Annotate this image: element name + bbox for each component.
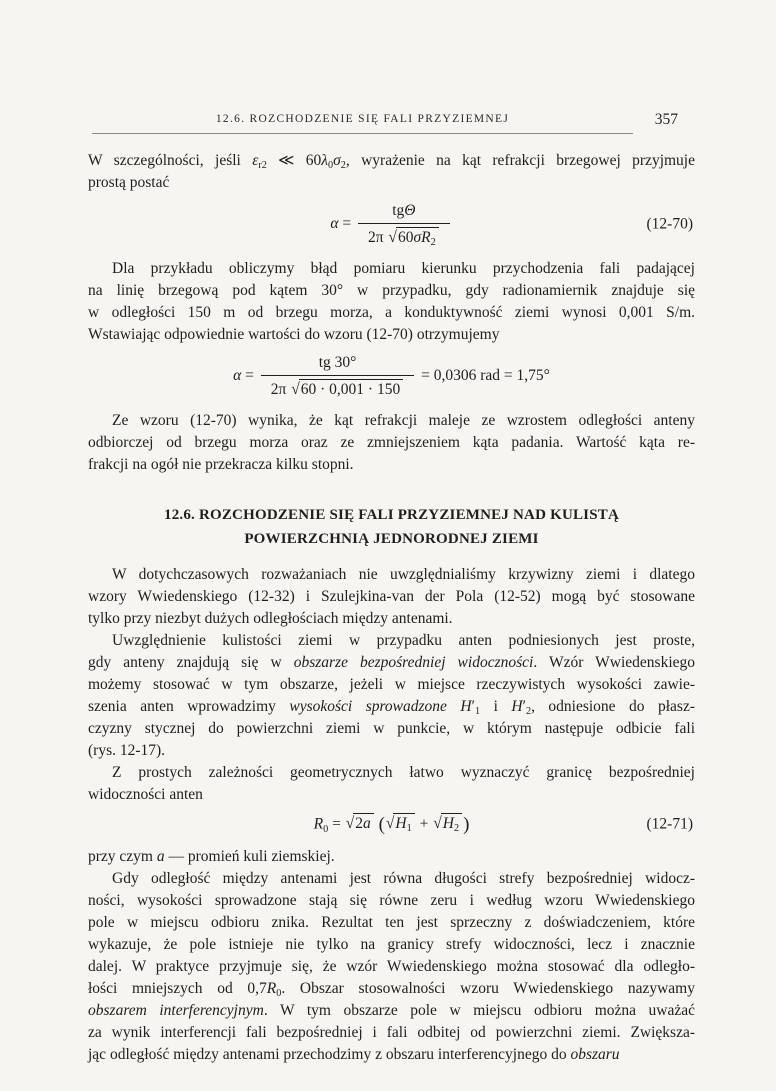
- fraction-numerator: [358, 201, 450, 223]
- text-segment: R: [266, 980, 277, 998]
- text-segment: W szczególności, jeśli: [88, 152, 253, 169]
- text-line: [88, 718, 695, 740]
- equation-number: (12-70): [646, 215, 693, 233]
- text-segment: wykazuje, że pole istnieje nie tylko na granicy strefy widoczności, lecz i znacznie: [88, 936, 695, 954]
- text-segment: H: [460, 697, 472, 715]
- radicand: [299, 379, 403, 399]
- text-segment: σ: [333, 152, 341, 169]
- text-line: [88, 608, 695, 630]
- text-segment: dalej. W praktyce przyjmuje się, że wzór Wwiedenskiego można stosować dla odległo-: [88, 958, 695, 976]
- section-heading-line: POWIERZCHNIĄ JEDNORODNEJ ZIEMI: [244, 530, 539, 547]
- text-segment: 2: [430, 237, 436, 249]
- fraction: [261, 353, 414, 400]
- paragraph: [88, 258, 695, 346]
- text-segment: +: [415, 815, 433, 833]
- equation-number: (12-71): [646, 815, 693, 833]
- text-segment: . Obszar stosowalności wzoru Wwiedenskiego nazywamy: [281, 980, 695, 998]
- text-segment: wysokości sprowadzone: [289, 697, 447, 715]
- page-body: [88, 150, 695, 1066]
- fraction-denominator: [261, 375, 414, 399]
- text-line: [88, 410, 695, 432]
- radicand: [353, 813, 374, 833]
- text-line: [88, 956, 695, 978]
- text-segment: obszarze bezpośredniej widoczności: [293, 653, 534, 671]
- text-segment: 2: [355, 815, 363, 833]
- text-segment: 0: [323, 823, 329, 835]
- paragraph: [88, 762, 695, 806]
- text-segment: 60 · 0,001 · 150: [300, 381, 401, 399]
- text-segment: 2π: [270, 381, 291, 399]
- text-segment: (: [378, 813, 385, 835]
- text-segment: na linię brzegową pod kątem 30° w przypadku, gdy radionamiernik znajduje się: [88, 281, 695, 299]
- radicand: [441, 813, 462, 833]
- text-line: [88, 978, 695, 1000]
- text-segment: λ: [321, 152, 328, 169]
- text-segment: = 0,0306 rad = 1,75°: [417, 366, 550, 384]
- text-line: [88, 172, 695, 194]
- text-segment: Θ: [404, 202, 416, 219]
- formula-expression: [330, 201, 452, 248]
- radical-sign: √: [433, 814, 442, 833]
- formula-expression: [314, 813, 470, 837]
- paragraph: [88, 868, 695, 1066]
- text-segment: ′: [471, 697, 475, 715]
- text-line: [88, 1044, 695, 1066]
- text-segment: przy czym: [88, 848, 157, 866]
- header-rule: [92, 133, 633, 134]
- text-segment: pole w miejscu odbioru znika. Rezultat ten jest sprzeczny z doświadczeniem, które: [88, 914, 695, 932]
- text-line: [88, 784, 695, 806]
- text-segment: Ze wzoru (12-70) wynika, że kąt refrakcji maleje ze wzrostem odległości anteny: [112, 411, 695, 429]
- paragraph: [88, 564, 695, 630]
- text-segment: R: [313, 815, 324, 833]
- text-segment: 1: [406, 823, 412, 835]
- text-segment: frakcji na ogół nie przekracza kilku stopni.: [88, 455, 354, 473]
- text-segment: prostą postać: [88, 174, 170, 191]
- text-segment: tg: [392, 202, 405, 219]
- text-line: [88, 912, 695, 934]
- text-segment: =: [338, 214, 355, 232]
- square-root: [346, 813, 374, 833]
- text-line: [88, 150, 695, 172]
- paragraph: [88, 150, 695, 194]
- text-segment: odbiorczej od brzegu morza oraz ze zmniejszeniem kąta padania. Wartość kąta re-: [88, 433, 695, 451]
- text-line: [88, 454, 695, 476]
- text-segment: H: [442, 815, 454, 833]
- text-line: [88, 258, 695, 280]
- text-line: [88, 280, 695, 302]
- text-segment: H: [511, 697, 523, 715]
- formula: [88, 813, 695, 837]
- text-segment: Z prostych zależności geometrycznych łatwo wyznaczyć granicę bezpośredniej: [112, 763, 695, 781]
- page-number: 357: [654, 111, 678, 128]
- text-segment: (rys. 12-17).: [88, 741, 166, 759]
- text-segment: a: [156, 848, 165, 866]
- square-root: [433, 813, 462, 833]
- text-segment: ): [463, 813, 470, 835]
- text-segment: czyzny stycznej do powierzchni ziemi w punkcie, w którym następuje odbicie fali: [88, 719, 695, 737]
- text-segment: jąc odległość między antenami przechodzimy z obszaru interferencyjnego do: [88, 1046, 571, 1064]
- text-line: [88, 586, 695, 608]
- paragraph: [88, 846, 695, 868]
- text-segment: ′: [522, 697, 526, 715]
- text-segment: . W tym obszarze pole w miejscu odbioru można uważać: [263, 1002, 696, 1020]
- text-segment: za wynik interferencji fali bezpośredniej i fali odbitej od powierzchni ziemi. Zwiększa-: [88, 1024, 695, 1042]
- text-segment: =: [328, 815, 345, 833]
- square-root: [291, 379, 403, 399]
- text-line: [88, 674, 695, 696]
- square-root: [388, 227, 438, 247]
- fraction-denominator: [358, 223, 450, 247]
- text-segment: , wyrażenie na kąt refrakcji brzegowej przyjmuje: [345, 152, 695, 169]
- text-segment: α: [233, 366, 242, 384]
- radical-sign: √: [291, 380, 300, 399]
- text-line: [88, 846, 695, 868]
- text-segment: 2: [453, 823, 460, 835]
- text-line: [88, 740, 695, 762]
- radicand: [396, 227, 439, 247]
- text-segment: 60: [397, 229, 414, 247]
- paragraph: [88, 630, 695, 762]
- text-segment: gdy anteny znajdują się w: [88, 653, 294, 671]
- text-segment: α: [330, 214, 339, 232]
- text-segment: widoczności anten: [88, 785, 203, 803]
- text-segment: σ: [413, 229, 422, 247]
- paragraph: [88, 410, 695, 476]
- text-line: [88, 432, 695, 454]
- text-segment: łości mniejszych od 0,7: [88, 980, 267, 998]
- text-segment: Wstawiając odpowiednie wartości do wzoru (12-70) otrzymujemy: [88, 325, 500, 343]
- text-segment: Uwzględnienie kulistości ziemi w przypadku anten podniesionych jest proste,: [112, 631, 695, 649]
- text-line: [88, 302, 695, 324]
- formula: [88, 201, 695, 248]
- text-segment: — promień kuli ziemskiej.: [164, 848, 335, 866]
- formula-expression: [233, 353, 550, 400]
- text-segment: 1: [475, 705, 481, 717]
- text-segment: szenia anten wprowadzimy: [88, 697, 290, 715]
- text-segment: 2: [525, 705, 532, 717]
- text-segment: ε: [252, 152, 259, 169]
- text-line: [88, 630, 695, 652]
- text-segment: W dotychczasowych rozważaniach nie uwzględnialiśmy krzywizny ziemi i dlatego: [112, 565, 695, 583]
- text-segment: ≪ 60: [266, 152, 322, 169]
- text-line: [88, 696, 695, 718]
- text-segment: =: [241, 366, 258, 384]
- text-segment: Gdy odległość między antenami jest równa długości strefy bezpośredniej widocz-: [112, 870, 695, 888]
- text-line: [88, 1000, 695, 1022]
- text-segment: tylko przy niezbyt dużych odległościach między antenami.: [88, 609, 453, 627]
- radical-sign: √: [385, 814, 395, 833]
- text-line: [88, 324, 695, 346]
- text-line: [88, 762, 695, 784]
- text-segment: R: [421, 229, 431, 247]
- text-segment: 2: [340, 160, 346, 172]
- text-segment: 0: [276, 988, 282, 1000]
- text-segment: w odległości 150 m od brzegu morza, a konduktywność ziemi wynosi 0,001 S/m.: [88, 303, 695, 321]
- fraction: [358, 201, 450, 248]
- text-segment: wzory Wwiedenskiego (12-32) i Szulejkina-van der Pola (12-52) mogą być stosowane: [88, 587, 695, 605]
- radical-sign: √: [345, 814, 355, 833]
- text-segment: ności, wysokości sprowadzone stają się równe zeru i według wzoru Wwiedenskiego: [88, 892, 695, 910]
- text-segment: obszaru: [570, 1046, 620, 1064]
- section-heading-line: 12.6. ROZCHODZENIE SIĘ FALI PRZYZIEMNEJ NAD KULISTĄ: [164, 506, 619, 523]
- text-segment: r2: [258, 160, 267, 172]
- text-line: [88, 652, 695, 674]
- text-line: [88, 934, 695, 956]
- section-heading: [88, 503, 695, 551]
- text-line: [88, 890, 695, 912]
- text-segment: 2π: [367, 229, 388, 247]
- text-segment: obszarem interferencyjnym: [88, 1002, 264, 1020]
- text-line: [88, 564, 695, 586]
- text-segment: i: [480, 697, 512, 715]
- text-segment: tg 30°: [318, 353, 357, 371]
- radicand: [393, 813, 414, 833]
- text-line: [88, 868, 695, 890]
- fraction-numerator: [261, 353, 414, 375]
- square-root: [386, 813, 415, 833]
- text-segment: możemy stosować w tym obszarze, jeżeli w miejsce rzeczywistych wysokości zawie-: [88, 675, 695, 693]
- running-head-title: 12.6. ROZCHODZENIE SIĘ FALI PRZYZIEMNEJ: [215, 113, 510, 125]
- text-segment: 0: [327, 160, 334, 172]
- text-segment: , odniesione do płasz-: [531, 697, 696, 715]
- text-line: [88, 1022, 695, 1044]
- formula: [88, 353, 695, 400]
- text-segment: a: [362, 815, 371, 833]
- text-segment: . Wzór Wwiedenskiego: [533, 653, 696, 671]
- text-segment: H: [395, 815, 407, 833]
- radical-sign: √: [388, 228, 397, 247]
- text-segment: Dla przykładu obliczymy błąd pomiaru kierunku przychodzenia fali padającej: [112, 259, 695, 277]
- text-segment: [447, 698, 460, 715]
